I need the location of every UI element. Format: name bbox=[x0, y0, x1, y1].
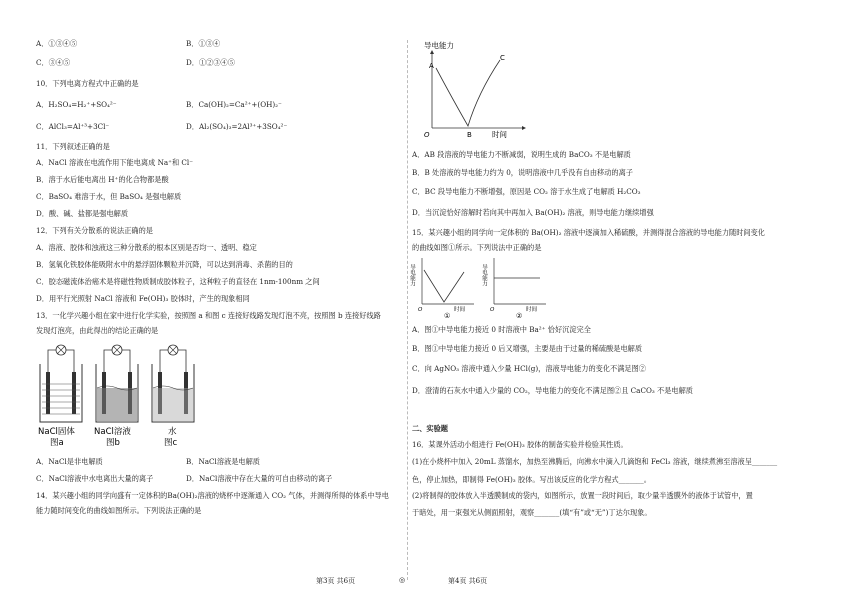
footer-center-mark: ◎ bbox=[399, 576, 406, 584]
q16-stem: 16．某课外活动小组进行 Fe(OH)₃ 胶体的制备实验并检验其性质。 bbox=[412, 440, 628, 449]
q10-stem: 10．下列电离方程式中正确的是 bbox=[36, 79, 139, 88]
footer-right-page-number: 第4页 共6页 bbox=[448, 577, 488, 585]
graph14-ylabel: 导电能力 bbox=[424, 41, 454, 50]
q15-stem-line2: 的曲线如图①所示。下列说法中正确的是 bbox=[412, 243, 542, 252]
fig-b-label2: 图b bbox=[106, 438, 120, 448]
svg-text:时间: 时间 bbox=[454, 307, 466, 313]
fig-c-label2: 图c bbox=[164, 438, 178, 448]
q12-option-d: D．用平行光照射 NaCl 溶液和 Fe(OH)₃ 胶体时，产生的现象相同 bbox=[36, 294, 250, 303]
section-heading: 二、实验题 bbox=[412, 424, 448, 433]
q15-option-b: B．图①中导电能力接近 0 后又增强，主要是由于过量的稀硫酸是电解质 bbox=[412, 344, 643, 353]
q16-part2-line1: (2)将制得的胶体放入半透膜制成的袋内，如图所示，放置一段时间后，取少量半透膜外的液体于试管中，置 bbox=[412, 491, 753, 500]
q9-option-c: C．③④⑤ bbox=[36, 58, 71, 67]
beaker-c bbox=[152, 345, 194, 422]
page-divider bbox=[407, 40, 408, 580]
q14-conductivity-graph bbox=[412, 38, 532, 138]
graph15-2-ylabel: 导电能力 bbox=[481, 264, 487, 286]
q15-option-c: C．向 AgNO₃ 溶液中通入少量 HCl(g)，溶液导电能力的变化不满足图② bbox=[412, 364, 646, 373]
q10-option-a: A．H₂SO₄=H₂⁺+SO₄²⁻ bbox=[36, 100, 117, 109]
beaker-b bbox=[96, 345, 138, 422]
q12-option-c: C．胶态磁流体治癌术是将磁性物质制成胶体粒子，这种粒子的直径在 1nm-100nm 之间 bbox=[36, 277, 320, 286]
beaker-figures bbox=[36, 342, 196, 448]
beaker-a bbox=[40, 345, 82, 422]
fig-a-label2: 图a bbox=[50, 438, 64, 448]
q14-option-b: B．B 处溶液的导电能力约为 0，说明溶液中几乎没有自由移动的离子 bbox=[412, 168, 633, 177]
graph14-xlabel: 时间 bbox=[492, 130, 507, 139]
fig-a-label1: NaCl固体 bbox=[38, 427, 75, 437]
q9-option-a: A．①③④⑤ bbox=[36, 39, 78, 48]
q13-stem-line2: 发现灯泡亮，由此得出的结论正确的是 bbox=[36, 326, 159, 335]
q14-option-c: C．BC 段导电能力不断增强，原因是 CO₂ 溶于水生成了电解质 H₂CO₃ bbox=[412, 187, 641, 196]
fig-c-label1: 水 bbox=[168, 427, 177, 437]
q16-part1-line2: 色，停止加热，即制得 Fe(OH)₃ 胶体。写出该反应的化学方程式_______。 bbox=[412, 475, 651, 484]
q13-option-c: C．NaCl溶液中水电离出大量的离子 bbox=[36, 474, 154, 483]
q9-option-b: B．①③④ bbox=[186, 39, 221, 48]
graph14-point-a: A bbox=[429, 62, 434, 70]
q14-option-a: A．AB 段溶液的导电能力不断减弱，说明生成的 BaCO₃ 不是电解质 bbox=[412, 150, 631, 159]
fig-b-label1: NaCl溶液 bbox=[94, 427, 131, 437]
q12-option-a: A．溶液、胶体和浊液这三种分散系的根本区别是否均一、透明、稳定 bbox=[36, 243, 257, 252]
graph15-2 bbox=[481, 258, 546, 320]
q13-stem-line1: 13．一化学兴趣小组在家中进行化学实验，按照图 a 和图 c 连接好线路发现灯泡不亮，按照图 b 连接好线路 bbox=[36, 311, 381, 320]
graph15-caption-2: ② bbox=[516, 312, 523, 320]
q15-graphs bbox=[409, 256, 552, 320]
q11-stem: 11．下列叙述正确的是 bbox=[36, 142, 110, 151]
q16-part2-line2: 于暗处，用一束强光从侧面照射，观察_______(填“有”或“无”)丁达尔现象。 bbox=[412, 508, 652, 517]
graph14-origin: O bbox=[424, 131, 430, 139]
svg-text:O: O bbox=[418, 307, 423, 313]
q13-option-b: B．NaCl溶液是电解质 bbox=[186, 457, 260, 466]
q15-option-a: A．图①中导电能力接近 0 时溶液中 Ba²⁺ 恰好沉淀完全 bbox=[412, 325, 591, 334]
q12-stem: 12．下列有关分散系的说法正确的是 bbox=[36, 226, 153, 235]
q14-stem-line1: 14．某兴趣小组的同学向盛有一定体积的Ba(OH)₂溶液的烧杯中逐渐通入 CO₂ 气体，并测得所得的体系中导电 bbox=[36, 491, 389, 500]
graph15-1-ylabel: 导电能力 bbox=[409, 264, 415, 286]
q11-option-c: C．BaSO₄ 难溶于水，但 BaSO₄ 是强电解质 bbox=[36, 192, 182, 201]
q13-option-a: A．NaCl是非电解质 bbox=[36, 457, 103, 466]
q13-option-d: D．NaCl溶液中存在大量的可自由移动的离子 bbox=[186, 474, 333, 483]
svg-text:O: O bbox=[490, 307, 495, 313]
q10-option-d: D．Al₂(SO₄)₃=2Al³⁺+3SO₄²⁻ bbox=[186, 122, 288, 131]
q11-option-d: D．酸、碱、盐都是强电解质 bbox=[36, 209, 129, 218]
graph15-1 bbox=[409, 258, 474, 320]
q14-option-d: D．当沉淀恰好溶解时若向其中再加入 Ba(OH)₂ 溶液，则导电能力继续增强 bbox=[412, 208, 654, 217]
q15-option-d: D．澄清的石灰水中通入少量的 CO₂，导电能力的变化不满足图②且 CaCO₃ 不是电解质 bbox=[412, 386, 693, 395]
q10-option-b: B．Ca(OH)₂=Ca²⁺+(OH)₂⁻ bbox=[186, 100, 282, 109]
q12-option-b: B．氢氧化铁胶体能吸附水中的悬浮固体颗粒并沉降，可以达到消毒、杀菌的目的 bbox=[36, 260, 293, 269]
svg-text:时间: 时间 bbox=[526, 307, 538, 313]
graph14-curve bbox=[436, 60, 500, 126]
graph14-point-c: C bbox=[500, 54, 505, 62]
q16-part1-line1: (1)在小烧杯中加入 20mL 蒸馏水，加热至沸腾后，向沸水中滴入几滴饱和 FeCl₃ 溶液，继续煮沸至溶液呈_______ bbox=[412, 457, 778, 466]
q10-option-c: C．AlCl₃=Al⁺³+3Cl⁻ bbox=[36, 122, 110, 131]
graph14-point-b: B bbox=[467, 131, 472, 139]
footer-left-page-number: 第3页 共6页 bbox=[316, 577, 356, 585]
graph15-caption-1: ① bbox=[444, 312, 451, 320]
q9-option-d: D．①②③④⑤ bbox=[186, 58, 235, 67]
q14-stem-line2: 能力随时间变化的曲线如图所示。下列说法正确的是 bbox=[36, 506, 202, 515]
q15-stem-line1: 15．某兴趣小组的同学向一定体积的 Ba(OH)₂ 溶液中逐滴加入稀硫酸，并测得混合溶液的导电能力随时间变化 bbox=[412, 228, 765, 237]
q11-option-a: A．NaCl 溶液在电流作用下能电离成 Na⁺和 Cl⁻ bbox=[36, 158, 194, 167]
q11-option-b: B．溶于水后能电离出 H⁺的化合物都是酸 bbox=[36, 175, 169, 184]
